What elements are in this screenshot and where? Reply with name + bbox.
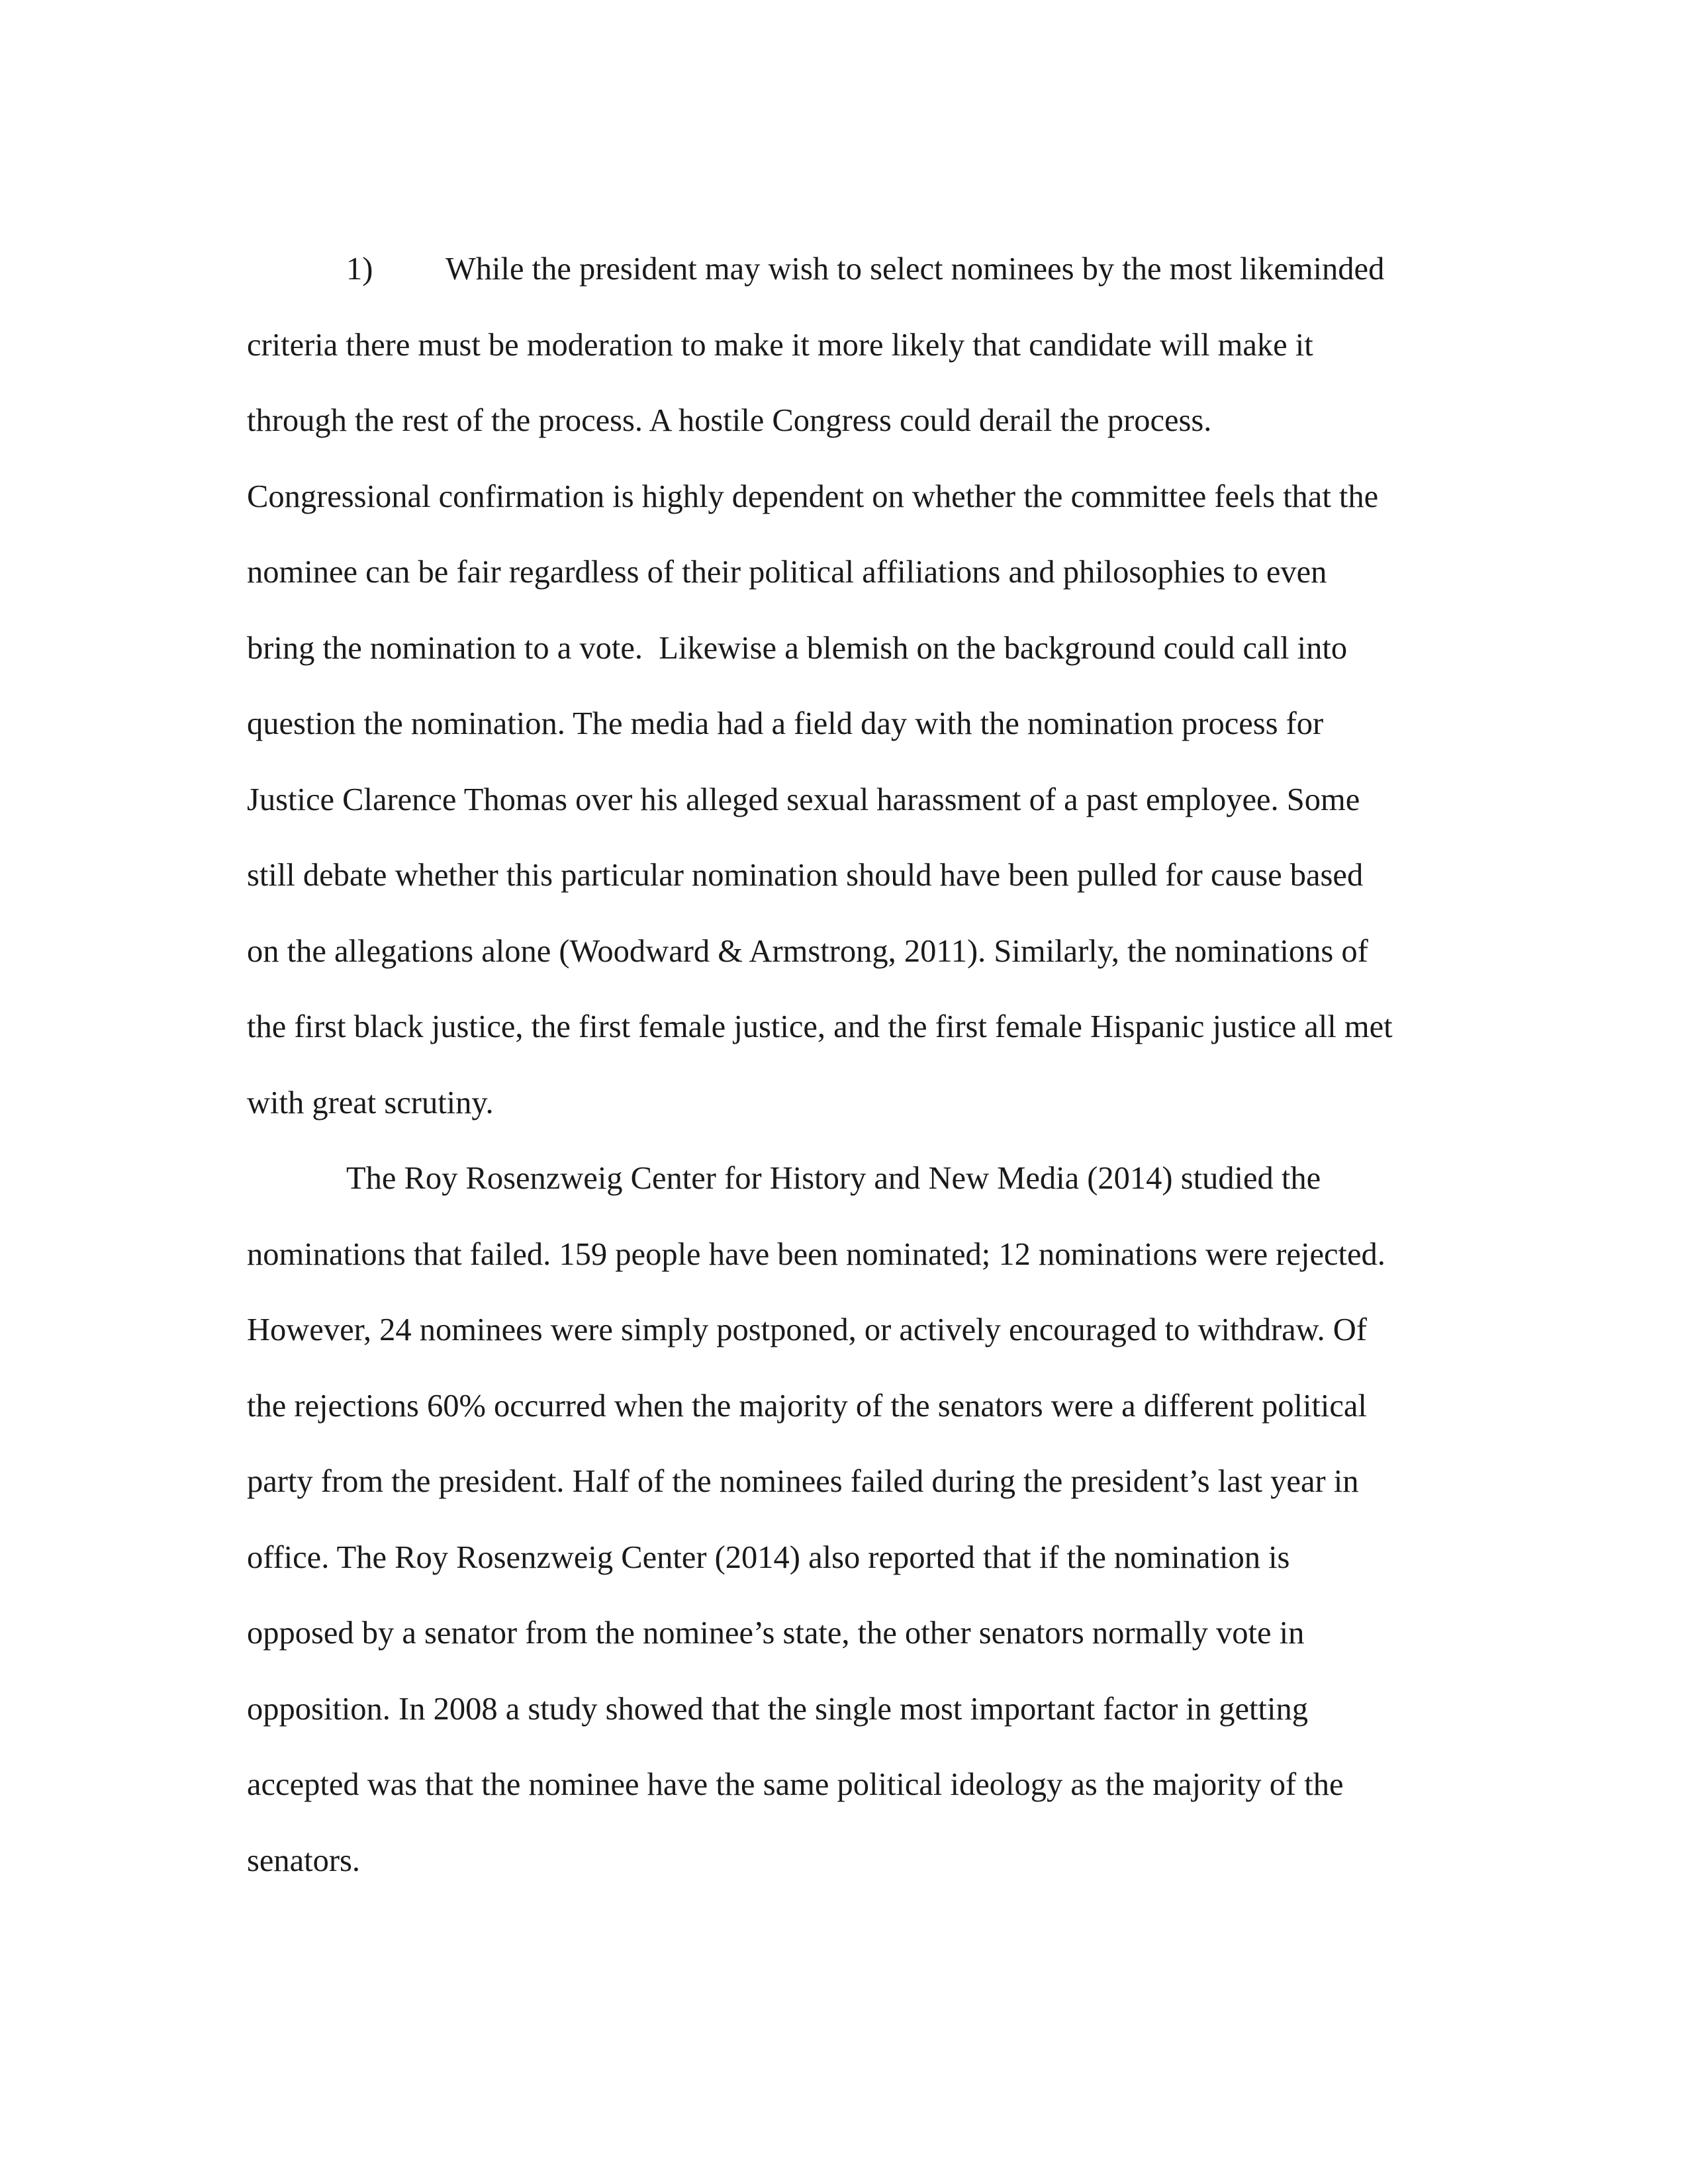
- paragraph-1-line: nominee can be fair regardless of their political affiliations and philosophies to even: [247, 555, 1327, 590]
- line-text: While the president may wish to select nominees by the most likeminded: [445, 251, 1385, 287]
- paragraph-1-line: with great scrutiny.: [247, 1085, 494, 1120]
- paragraph-1-line: [247, 232, 1438, 308]
- paragraph-1-line: question the nomination. The media had a field day with the nomination process for: [247, 706, 1324, 741]
- paragraph-1-line: Congressional confirmation is highly dependent on whether the committee feels that the: [247, 478, 1379, 514]
- list-number: 1): [346, 251, 373, 287]
- paragraph-1-line: criteria there must be moderation to make it more likely that candidate will make it: [247, 327, 1313, 363]
- paragraph-2-line: the rejections 60% occurred when the majority of the senators were a different political: [247, 1388, 1367, 1424]
- paragraph-2-line: accepted was that the nominee have the same political ideology as the majority of the: [247, 1767, 1344, 1802]
- paragraph-2-line: party from the president. Half of the nominees failed during the president’s last year in: [247, 1464, 1359, 1499]
- paragraph-2-line: senators.: [247, 1843, 361, 1878]
- paragraph-1-line: on the allegations alone (Woodward & Armstrong, 2011). Similarly, the nominations of: [247, 933, 1368, 969]
- paragraph-2-line: office. The Roy Rosenzweig Center (2014) also reported that if the nomination is: [247, 1539, 1290, 1575]
- paragraph-2-line: nominations that failed. 159 people have been nominated; 12 nominations were rejected.: [247, 1236, 1385, 1272]
- paragraph-1-line: still debate whether this particular nomination should have been pulled for cause based: [247, 858, 1364, 893]
- body-text: [247, 232, 1438, 1899]
- paragraph-2-line: However, 24 nominees were simply postponed, or actively encouraged to withdraw. Of: [247, 1312, 1367, 1347]
- paragraph-1-line: through the rest of the process. A hostile Congress could derail the process.: [247, 403, 1212, 438]
- paragraph-2-line: The Roy Rosenzweig Center for History and New Media (2014) studied the: [346, 1161, 1321, 1196]
- paragraph-2-line: opposition. In 2008 a study showed that the single most important factor in getting: [247, 1691, 1308, 1727]
- paragraph-1-line: the first black justice, the first female justice, and the first female Hispanic justice all met: [247, 1009, 1393, 1044]
- paragraph-2-line: opposed by a senator from the nominee’s state, the other senators normally vote in: [247, 1615, 1305, 1651]
- paragraph-1-line: Justice Clarence Thomas over his alleged sexual harassment of a past employee. Some: [247, 782, 1360, 817]
- paragraph-1-line: bring the nomination to a vote. Likewise a blemish on the background could call into: [247, 630, 1348, 666]
